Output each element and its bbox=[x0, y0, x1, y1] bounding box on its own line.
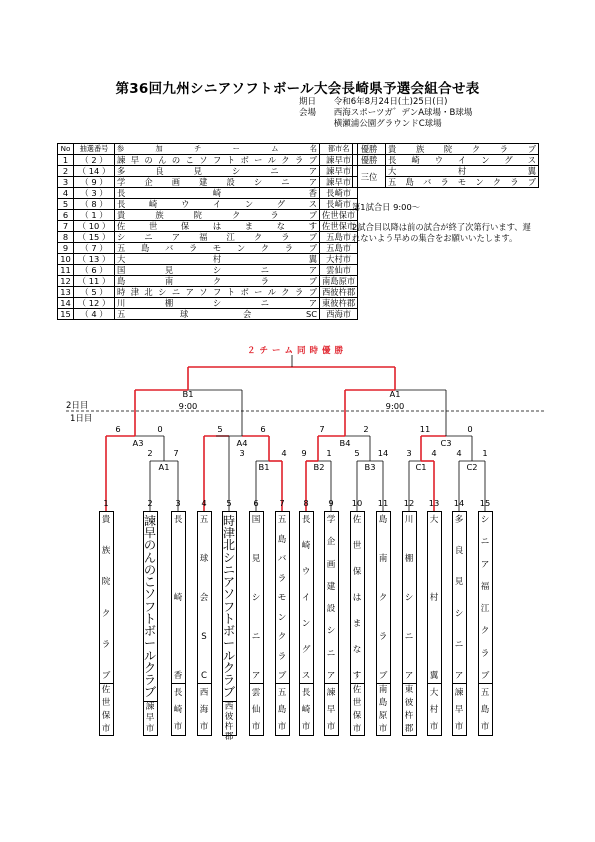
team-number: 8 bbox=[303, 498, 309, 508]
team-city: 五 島 市 bbox=[479, 683, 492, 735]
header-city: 都市名 bbox=[320, 144, 358, 155]
registration-city: 諫早市 bbox=[320, 166, 358, 177]
page-title: 第36回九州シニアソフトボール大会長崎県予選会組合せ表 bbox=[115, 81, 480, 97]
team-number: 15 bbox=[479, 498, 491, 508]
registration-no: 5 bbox=[58, 199, 74, 210]
team-city: 佐 世 保 市 bbox=[351, 683, 364, 735]
team-name: 川 棚 シ ニ ア bbox=[404, 515, 414, 681]
score-right: 0 bbox=[467, 424, 473, 434]
game-label: B1 bbox=[258, 462, 270, 472]
registration-city: 五島市 bbox=[320, 243, 358, 254]
registration-lot: （ 4 ） bbox=[74, 309, 115, 320]
team-name: シ ニ ア 福 江 ク ラ ブ bbox=[480, 515, 490, 681]
score-left: 3 bbox=[239, 448, 245, 458]
score-left: 2 bbox=[147, 448, 153, 458]
score-left: 5 bbox=[217, 424, 223, 434]
team-city: 長 崎 市 bbox=[300, 683, 313, 735]
team-column bbox=[99, 511, 114, 736]
team-number: 7 bbox=[279, 498, 285, 508]
registration-team: 多良見シニア bbox=[115, 166, 320, 177]
team-column bbox=[143, 511, 158, 736]
team-column bbox=[402, 511, 417, 736]
score-right: 4 bbox=[431, 448, 437, 458]
registration-team: 川棚シニア bbox=[115, 298, 320, 309]
venue-label: 会場 bbox=[299, 108, 317, 118]
team-number: 13 bbox=[428, 498, 440, 508]
registration-team: 貴族院クラブ bbox=[115, 210, 320, 221]
score-right: 1 bbox=[326, 448, 332, 458]
registration-lot: （ 3 ） bbox=[74, 188, 115, 199]
co-champion-label: ２チーム同時優勝 bbox=[246, 346, 348, 356]
registration-team: 佐世保はまなす bbox=[115, 221, 320, 232]
registration-team: 長崎香 bbox=[115, 188, 320, 199]
registration-city: 五島市 bbox=[320, 232, 358, 243]
team-number: 2 bbox=[147, 498, 153, 508]
team-number: 10 bbox=[351, 498, 363, 508]
registration-no: 2 bbox=[58, 166, 74, 177]
registration-no: 4 bbox=[58, 188, 74, 199]
team-name: 長 崎 香 bbox=[173, 515, 183, 681]
registration-city: 佐世保市 bbox=[320, 210, 358, 221]
team-city: 西 彼 杵 郡 bbox=[223, 701, 236, 742]
game-label: C2 bbox=[466, 462, 478, 472]
score-left: 11 bbox=[419, 424, 431, 434]
team-city: 西 海 市 bbox=[198, 683, 211, 735]
schedule-remark: 2試合目以降は前の試合が終了次第行います、遅れないよう早めの集合をお願いいたします。 bbox=[352, 222, 531, 243]
registration-city: 西海市 bbox=[320, 309, 358, 320]
registration-lot: （ 1 ） bbox=[74, 210, 115, 221]
team-column bbox=[197, 511, 212, 736]
team-name: 大 村 翼 bbox=[429, 515, 439, 681]
venue-value-2: 横瀬浦公園グラウンドC球場 bbox=[333, 119, 442, 129]
team-city: 諫 早 市 bbox=[325, 683, 338, 735]
team-city: 佐 世 保 市 bbox=[100, 683, 113, 735]
registration-city: 西彼杵郡 bbox=[320, 287, 358, 298]
team-column bbox=[299, 511, 314, 736]
game-label: A3 bbox=[132, 438, 144, 448]
team-city: 諫 早 市 bbox=[144, 701, 157, 735]
game-time: 9:00 bbox=[178, 401, 198, 411]
registration-no: 15 bbox=[58, 309, 74, 320]
team-column bbox=[171, 511, 186, 736]
registration-lot: （ 7 ） bbox=[74, 243, 115, 254]
registration-team: 島南クラブ bbox=[115, 276, 320, 287]
team-column bbox=[376, 511, 391, 736]
score-right: 4 bbox=[281, 448, 287, 458]
result-rank: 三位 bbox=[353, 166, 386, 188]
result-team: 長崎ウイングス bbox=[386, 155, 539, 166]
registration-no: 11 bbox=[58, 265, 74, 276]
result-team: 大村翼 bbox=[386, 166, 539, 177]
result-rank: 優勝 bbox=[353, 155, 386, 166]
game-label: A1 bbox=[158, 462, 170, 472]
registration-lot: （ 10 ） bbox=[74, 221, 115, 232]
game-time: 9:00 bbox=[385, 401, 405, 411]
registration-no: 7 bbox=[58, 221, 74, 232]
score-right: 14 bbox=[377, 448, 389, 458]
registration-no: 14 bbox=[58, 298, 74, 309]
team-name: 国 見 シ ニ ア bbox=[251, 515, 261, 681]
registration-city: 諫早市 bbox=[320, 155, 358, 166]
game-label: C3 bbox=[440, 438, 452, 448]
registration-lot: （ 8 ） bbox=[74, 199, 115, 210]
team-name: 島 南 ク ラ ブ bbox=[378, 515, 388, 681]
team-column bbox=[478, 511, 493, 736]
score-right: 0 bbox=[157, 424, 163, 434]
team-number: 11 bbox=[377, 498, 389, 508]
result-rank: 優勝 bbox=[353, 144, 386, 155]
game-label: B4 bbox=[339, 438, 351, 448]
score-left: 6 bbox=[115, 424, 121, 434]
registration-lot: （ 14 ） bbox=[74, 166, 115, 177]
registration-team: 五球会SC bbox=[115, 309, 320, 320]
registration-city: 長崎市 bbox=[320, 199, 358, 210]
registration-lot: （ 12 ） bbox=[74, 298, 115, 309]
game-label: B3 bbox=[364, 462, 376, 472]
registration-city: 南島原市 bbox=[320, 276, 358, 287]
team-number: 5 bbox=[226, 498, 232, 508]
game-label: A1 bbox=[389, 389, 401, 399]
venue-value-1: 西海スポーツガ゛デンA球場・B球場 bbox=[333, 108, 473, 118]
registration-city: 佐世保市 bbox=[320, 221, 358, 232]
team-city: 諫 早 市 bbox=[453, 683, 466, 735]
team-city: 大 村 市 bbox=[428, 683, 441, 735]
day2-label: 2日目 bbox=[66, 401, 89, 411]
registration-lot: （ 2 ） bbox=[74, 155, 115, 166]
team-column bbox=[275, 511, 290, 736]
team-name: 学 企 画 建 設 シ ニ ア bbox=[326, 515, 336, 681]
day1-label: 1日目 bbox=[70, 414, 93, 424]
team-city: 東 彼 杵 郡 bbox=[403, 683, 416, 735]
team-number: 1 bbox=[103, 498, 109, 508]
registration-lot: （ 11 ） bbox=[74, 276, 115, 287]
registration-team: 大村翼 bbox=[115, 254, 320, 265]
registration-lot: （ 15 ） bbox=[74, 232, 115, 243]
team-number: 3 bbox=[175, 498, 181, 508]
first-game-time: 第1試合日 9:00～ bbox=[352, 202, 421, 212]
result-team: 五島バラモンクラブ bbox=[386, 177, 539, 188]
registration-no: 12 bbox=[58, 276, 74, 287]
registration-lot: （ 13 ） bbox=[74, 254, 115, 265]
registration-lot: （ 5 ） bbox=[74, 287, 115, 298]
team-name: 長 崎 ウ イ ン グ ス bbox=[301, 515, 311, 681]
game-label: A4 bbox=[236, 438, 248, 448]
team-column bbox=[427, 511, 442, 736]
header-team: 参加チーム名 bbox=[115, 144, 320, 155]
registration-city: 諫早市 bbox=[320, 177, 358, 188]
date-value: 令和6年8月24日(土)25日(日) bbox=[333, 97, 448, 107]
team-city: 五 島 市 bbox=[276, 683, 289, 735]
registration-lot: （ 6 ） bbox=[74, 265, 115, 276]
registration-no: 1 bbox=[58, 155, 74, 166]
registration-no: 9 bbox=[58, 243, 74, 254]
team-name: 諫 早 の ん の こ ソ フ ト ボ ー ル ク ラ ブ bbox=[143, 514, 156, 700]
team-number: 6 bbox=[253, 498, 259, 508]
header-lot: 抽選番号 bbox=[74, 144, 115, 155]
registration-no: 6 bbox=[58, 210, 74, 221]
team-city: 長 崎 市 bbox=[172, 683, 185, 735]
score-left: 3 bbox=[406, 448, 412, 458]
registration-no: 13 bbox=[58, 287, 74, 298]
registration-team: 国見シニア bbox=[115, 265, 320, 276]
registration-no: 8 bbox=[58, 232, 74, 243]
game-label: B1 bbox=[182, 389, 194, 399]
game-label: C1 bbox=[415, 462, 427, 472]
score-right: 2 bbox=[363, 424, 369, 434]
team-number: 4 bbox=[201, 498, 207, 508]
game-label: B2 bbox=[313, 462, 325, 472]
date-label: 期日 bbox=[299, 97, 317, 107]
registration-team: 五島バラモンクラブ bbox=[115, 243, 320, 254]
registration-city: 大村市 bbox=[320, 254, 358, 265]
registration-no: 3 bbox=[58, 177, 74, 188]
team-number: 9 bbox=[328, 498, 334, 508]
team-name: 佐 世 保 は ま な す bbox=[352, 515, 362, 681]
team-city: 南 島 原 市 bbox=[377, 683, 390, 735]
team-column bbox=[350, 511, 365, 736]
team-column bbox=[324, 511, 339, 736]
registration-team: 学企画建設シニア bbox=[115, 177, 320, 188]
registration-team: 長崎ウイングス bbox=[115, 199, 320, 210]
team-column bbox=[222, 511, 237, 742]
registration-city: 東彼杵郡 bbox=[320, 298, 358, 309]
registration-lot: （ 9 ） bbox=[74, 177, 115, 188]
registration-team: 時津北シニアソフトボールクラブ bbox=[115, 287, 320, 298]
team-number: 12 bbox=[403, 498, 415, 508]
result-team: 貴族院クラブ bbox=[386, 144, 539, 155]
score-left: 5 bbox=[354, 448, 360, 458]
score-left: 7 bbox=[319, 424, 325, 434]
team-name: 時 津 北 シ ニ ア ソ フ ト ボ ー ル ク ラ ブ bbox=[222, 514, 235, 700]
score-right: 7 bbox=[173, 448, 179, 458]
team-number: 14 bbox=[453, 498, 465, 508]
score-left: 9 bbox=[301, 448, 307, 458]
registration-city: 長崎市 bbox=[320, 188, 358, 199]
registration-no: 10 bbox=[58, 254, 74, 265]
team-city: 雲 仙 市 bbox=[250, 683, 263, 735]
header-no: No bbox=[58, 144, 74, 155]
team-column bbox=[452, 511, 467, 736]
team-name: 貴 族 院 ク ラ ブ bbox=[101, 515, 111, 681]
team-name: 五 島 バ ラ モ ン ク ラ ブ bbox=[277, 515, 287, 681]
registration-team: シニア福江クラブ bbox=[115, 232, 320, 243]
score-left: 4 bbox=[456, 448, 462, 458]
team-name: 多 良 見 シ ニ ア bbox=[454, 515, 464, 681]
score-right: 6 bbox=[260, 424, 266, 434]
registration-team: 諫早のんのこソフトボールクラブ bbox=[115, 155, 320, 166]
score-right: 1 bbox=[482, 448, 488, 458]
team-column bbox=[249, 511, 264, 736]
registration-city: 雲仙市 bbox=[320, 265, 358, 276]
team-name: 五 球 会 S C bbox=[199, 515, 209, 681]
